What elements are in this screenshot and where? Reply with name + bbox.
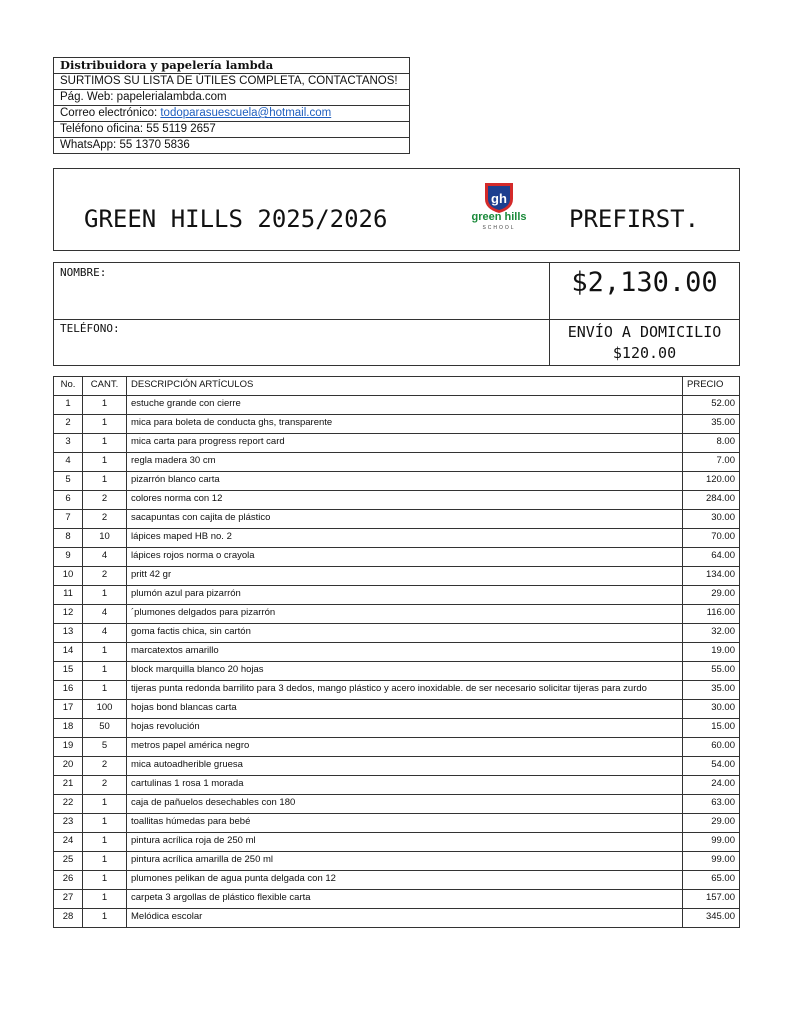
item-quantity: 2 [83,510,127,529]
item-quantity: 2 [83,757,127,776]
table-row [54,776,740,795]
supplier-name: Distribuidora y papelería lambda [54,58,409,74]
item-description: estuche grande con cierre [127,396,683,415]
table-row [54,890,740,909]
table-row [54,814,740,833]
item-quantity: 1 [83,434,127,453]
shipping-label: ENVÍO A DOMICILIO [567,323,722,341]
item-number: 14 [54,643,83,662]
table-row [54,909,740,928]
item-quantity: 50 [83,719,127,738]
shield-icon [468,181,530,215]
table-row [54,624,740,643]
table-row [54,491,740,510]
table-row [54,738,740,757]
table-row [54,396,740,415]
item-quantity: 1 [83,890,127,909]
item-number: 5 [54,472,83,491]
item-quantity: 1 [83,814,127,833]
supplier-whatsapp: WhatsApp: 55 1370 5836 [60,139,190,151]
customer-info-box [53,262,740,366]
table-header-row [54,377,740,396]
item-price: 19.00 [683,643,740,662]
item-description: tijeras punta redonda barrilito para 3 dedos, mango plástico y acero inoxidable. de ser necesario solicitar tijeras para zurdo [127,681,683,700]
item-number: 26 [54,871,83,890]
col-header-quantity: CANT. [83,377,127,396]
table-row [54,415,740,434]
school-title: GREEN HILLS 2025/2026 [84,205,388,233]
svg-text:gh: gh [491,191,507,206]
item-number: 22 [54,795,83,814]
item-number: 17 [54,700,83,719]
item-number: 20 [54,757,83,776]
divider [54,319,739,320]
item-price: 157.00 [683,890,740,909]
item-quantity: 4 [83,605,127,624]
item-price: 32.00 [683,624,740,643]
item-price: 120.00 [683,472,740,491]
item-price: 30.00 [683,700,740,719]
table-row [54,662,740,681]
item-quantity: 1 [83,472,127,491]
item-description: pintura acrílica roja de 250 ml [127,833,683,852]
table-row [54,453,740,472]
item-number: 6 [54,491,83,510]
item-price: 54.00 [683,757,740,776]
item-description: pizarrón blanco carta [127,472,683,491]
shipping-cost: $120.00 [612,344,677,362]
logo-text: green hills [471,211,527,223]
item-description: goma factis chica, sin cartón [127,624,683,643]
item-quantity: 1 [83,643,127,662]
item-number: 19 [54,738,83,757]
item-quantity: 2 [83,491,127,510]
table-row [54,586,740,605]
item-price: 30.00 [683,510,740,529]
col-header-price: PRECIO [683,377,740,396]
item-quantity: 1 [83,662,127,681]
item-quantity: 1 [83,415,127,434]
item-number: 10 [54,567,83,586]
item-quantity: 2 [83,567,127,586]
logo-subtext: SCHOOL [482,225,516,231]
supplier-info-box [53,57,410,154]
item-description: caja de pañuelos desechables con 180 [127,795,683,814]
item-number: 2 [54,415,83,434]
item-description: block marquilla blanco 20 hojas [127,662,683,681]
item-quantity: 1 [83,453,127,472]
item-price: 64.00 [683,548,740,567]
supply-list-table [53,376,740,928]
item-quantity: 1 [83,833,127,852]
item-number: 12 [54,605,83,624]
col-header-number: No. [54,377,83,396]
item-number: 4 [54,453,83,472]
supplier-phone: Teléfono oficina: 55 5119 2657 [54,122,409,138]
col-header-description: DESCRIPCIÓN ARTÍCULOS [127,377,683,396]
item-number: 27 [54,890,83,909]
item-number: 25 [54,852,83,871]
item-description: cartulinas 1 rosa 1 morada [127,776,683,795]
table-row [54,548,740,567]
table-row [54,681,740,700]
total-price: $2,130.00 [571,267,718,298]
item-quantity: 1 [83,909,127,928]
item-price: 63.00 [683,795,740,814]
item-description: mica para boleta de conducta ghs, transparente [127,415,683,434]
item-price: 35.00 [683,681,740,700]
item-number: 15 [54,662,83,681]
item-quantity: 5 [83,738,127,757]
item-number: 8 [54,529,83,548]
supplier-web: Pág. Web: papelerialambda.com [54,90,409,106]
table-row [54,567,740,586]
item-price: 99.00 [683,852,740,871]
item-description: Melódica escolar [127,909,683,928]
item-price: 284.00 [683,491,740,510]
item-description: metros papel américa negro [127,738,683,757]
item-price: 7.00 [683,453,740,472]
item-price: 29.00 [683,814,740,833]
item-price: 29.00 [683,586,740,605]
item-quantity: 1 [83,795,127,814]
table-row [54,757,740,776]
item-quantity: 1 [83,586,127,605]
item-description: marcatextos amarillo [127,643,683,662]
item-quantity: 100 [83,700,127,719]
item-number: 16 [54,681,83,700]
item-number: 28 [54,909,83,928]
item-quantity: 1 [83,852,127,871]
item-description: colores norma con 12 [127,491,683,510]
item-number: 23 [54,814,83,833]
table-row [54,434,740,453]
table-row [54,472,740,491]
item-quantity: 1 [83,871,127,890]
item-number: 9 [54,548,83,567]
item-number: 11 [54,586,83,605]
name-label: NOMBRE: [60,266,107,279]
item-quantity: 4 [83,548,127,567]
item-description: regla madera 30 cm [127,453,683,472]
table-row [54,795,740,814]
item-quantity: 10 [83,529,127,548]
table-row [54,510,740,529]
item-description: pintura acrílica amarilla de 250 ml [127,852,683,871]
item-price: 24.00 [683,776,740,795]
table-row [54,719,740,738]
phone-label: TELÉFONO: [60,322,120,335]
item-price: 55.00 [683,662,740,681]
table-row [54,871,740,890]
supplier-tagline: SURTIMOS SU LISTA DE ÚTILES COMPLETA, CONTACTANOS! [54,74,409,90]
item-quantity: 1 [83,396,127,415]
item-number: 13 [54,624,83,643]
item-description: hojas bond blancas carta [127,700,683,719]
item-number: 3 [54,434,83,453]
email-label: Correo electrónico: [60,107,161,119]
item-number: 18 [54,719,83,738]
item-description: mica autoadherible gruesa [127,757,683,776]
item-description: sacapuntas con cajita de plástico [127,510,683,529]
item-price: 35.00 [683,415,740,434]
table-row [54,529,740,548]
item-price: 99.00 [683,833,740,852]
item-description: toallitas húmedas para bebé [127,814,683,833]
grade-label: PREFIRST. [569,205,700,233]
item-number: 24 [54,833,83,852]
item-quantity: 1 [83,681,127,700]
item-description: pritt 42 gr [127,567,683,586]
item-price: 15.00 [683,719,740,738]
table-row [54,852,740,871]
table-row [54,700,740,719]
table-row [54,833,740,852]
item-description: plumón azul para pizarrón [127,586,683,605]
green-hills-logo [468,181,530,233]
item-description: hojas revolución [127,719,683,738]
item-number: 7 [54,510,83,529]
table-row [54,605,740,624]
table-row [54,643,740,662]
item-description: mica carta para progress report card [127,434,683,453]
item-price: 52.00 [683,396,740,415]
item-price: 345.00 [683,909,740,928]
item-description: plumones pelikan de agua punta delgada con 12 [127,871,683,890]
school-header-box [53,168,740,251]
item-price: 60.00 [683,738,740,757]
item-price: 116.00 [683,605,740,624]
item-description: ´plumones delgados para pizarrón [127,605,683,624]
item-quantity: 4 [83,624,127,643]
item-number: 1 [54,396,83,415]
item-quantity: 2 [83,776,127,795]
item-price: 8.00 [683,434,740,453]
item-price: 134.00 [683,567,740,586]
supplier-email-row [54,106,409,122]
item-description: carpeta 3 argollas de plástico flexible carta [127,890,683,909]
item-description: lápices maped HB no. 2 [127,529,683,548]
item-number: 21 [54,776,83,795]
item-description: lápices rojos norma o crayola [127,548,683,567]
item-price: 65.00 [683,871,740,890]
email-link[interactable]: todoparasuescuela@hotmail.com [160,107,332,119]
item-price: 70.00 [683,529,740,548]
